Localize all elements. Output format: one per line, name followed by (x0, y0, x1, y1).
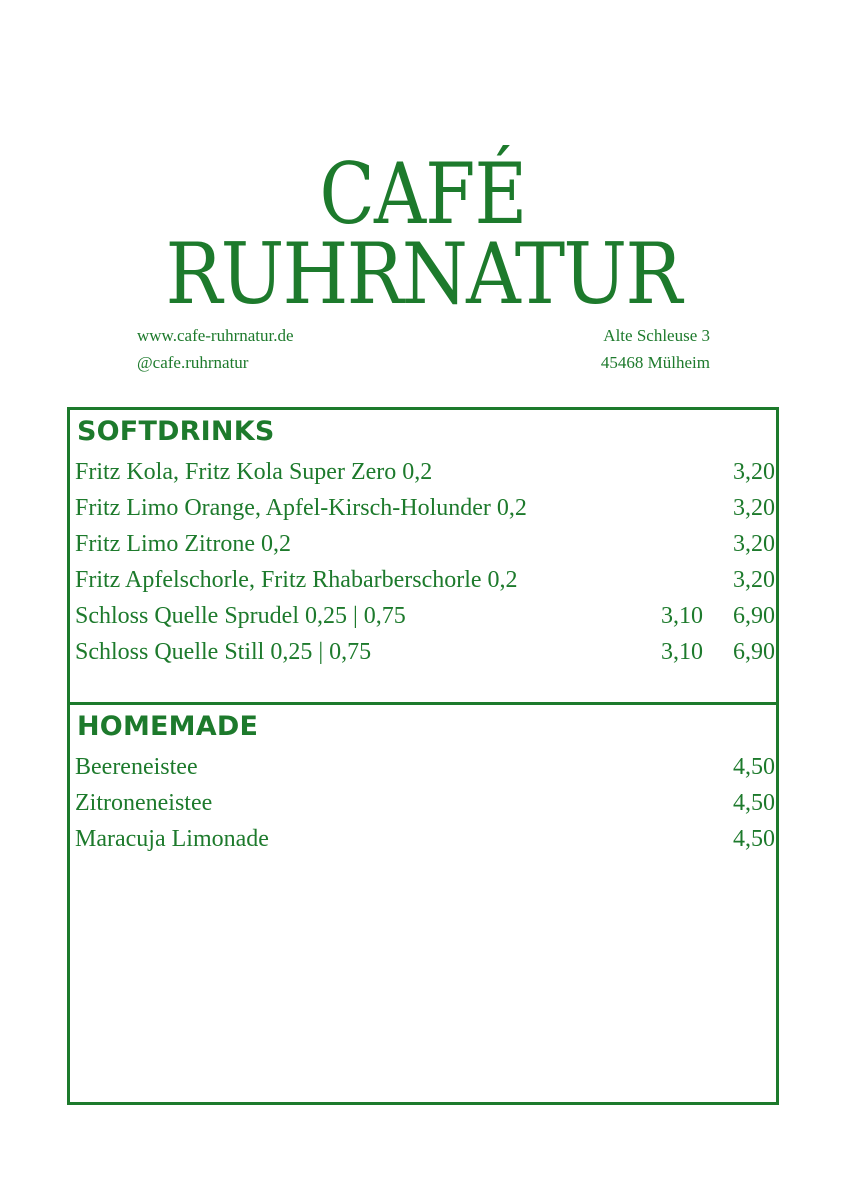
menu-item-name: Beereneistee (75, 754, 198, 780)
brand-name-line1: CAFÉ (319, 145, 527, 243)
address-street: Alte Schleuse 3 (603, 326, 710, 345)
contact-address (601, 322, 710, 376)
address-city: 45468 Mülheim (600, 353, 710, 372)
instagram-handle[interactable]: @cafe.ruhrnatur (137, 353, 249, 372)
menu-item-price: 4,50 (733, 826, 775, 852)
menu-item-price: 6,90 (733, 639, 775, 665)
menu-item-name: Schloss Quelle Sprudel 0,25 | 0,75 (75, 603, 406, 629)
menu-item-name: Fritz Limo Orange, Apfel-Kirsch-Holunder 0,2 (75, 495, 527, 521)
menu-item-price: 4,50 (733, 790, 775, 816)
menu-item-price: 3,20 (733, 567, 775, 593)
menu-item-name: Zitroneneistee (75, 790, 213, 816)
menu-card (67, 407, 779, 1105)
menu-item (75, 785, 775, 821)
brand-name-line2: RUHRNATUR (165, 225, 681, 323)
menu-item (75, 749, 775, 785)
menu-item (75, 821, 775, 857)
menu-item-name: Fritz Apfelschorle, Fritz Rhabarberschorle 0,2 (75, 567, 518, 593)
menu-item (75, 598, 775, 634)
menu-item (75, 526, 775, 562)
menu-item-name: Fritz Limo Zitrone 0,2 (75, 531, 291, 557)
menu-item-price: 6,90 (733, 603, 775, 629)
menu-item-name: Schloss Quelle Still 0,25 | 0,75 (75, 639, 372, 665)
menu-item (75, 562, 775, 598)
section-softdrinks (70, 410, 776, 702)
homemade-list (75, 749, 775, 857)
website-link[interactable]: www.cafe-ruhrnatur.de (137, 326, 294, 345)
menu-item (75, 634, 775, 670)
section-title-homemade: HOMEMADE (77, 711, 259, 742)
menu-item-price: 3,20 (733, 495, 775, 521)
menu-item-price: 3,20 (733, 459, 775, 485)
menu-item (75, 490, 775, 526)
section-title-softdrinks: SOFTDRINKS (77, 416, 275, 447)
softdrinks-list (75, 454, 775, 670)
menu-item-name: Maracuja Limonade (75, 826, 269, 852)
contact-online (137, 322, 294, 376)
menu-item-name: Fritz Kola, Fritz Kola Super Zero 0,2 (75, 459, 433, 485)
menu-item-price-small: 3,10 (661, 603, 703, 629)
menu-item-price: 3,20 (733, 531, 775, 557)
menu-item (75, 454, 775, 490)
menu-item-price-small: 3,10 (661, 639, 703, 665)
menu-item-price: 4,50 (733, 754, 775, 780)
section-homemade (70, 702, 776, 1105)
